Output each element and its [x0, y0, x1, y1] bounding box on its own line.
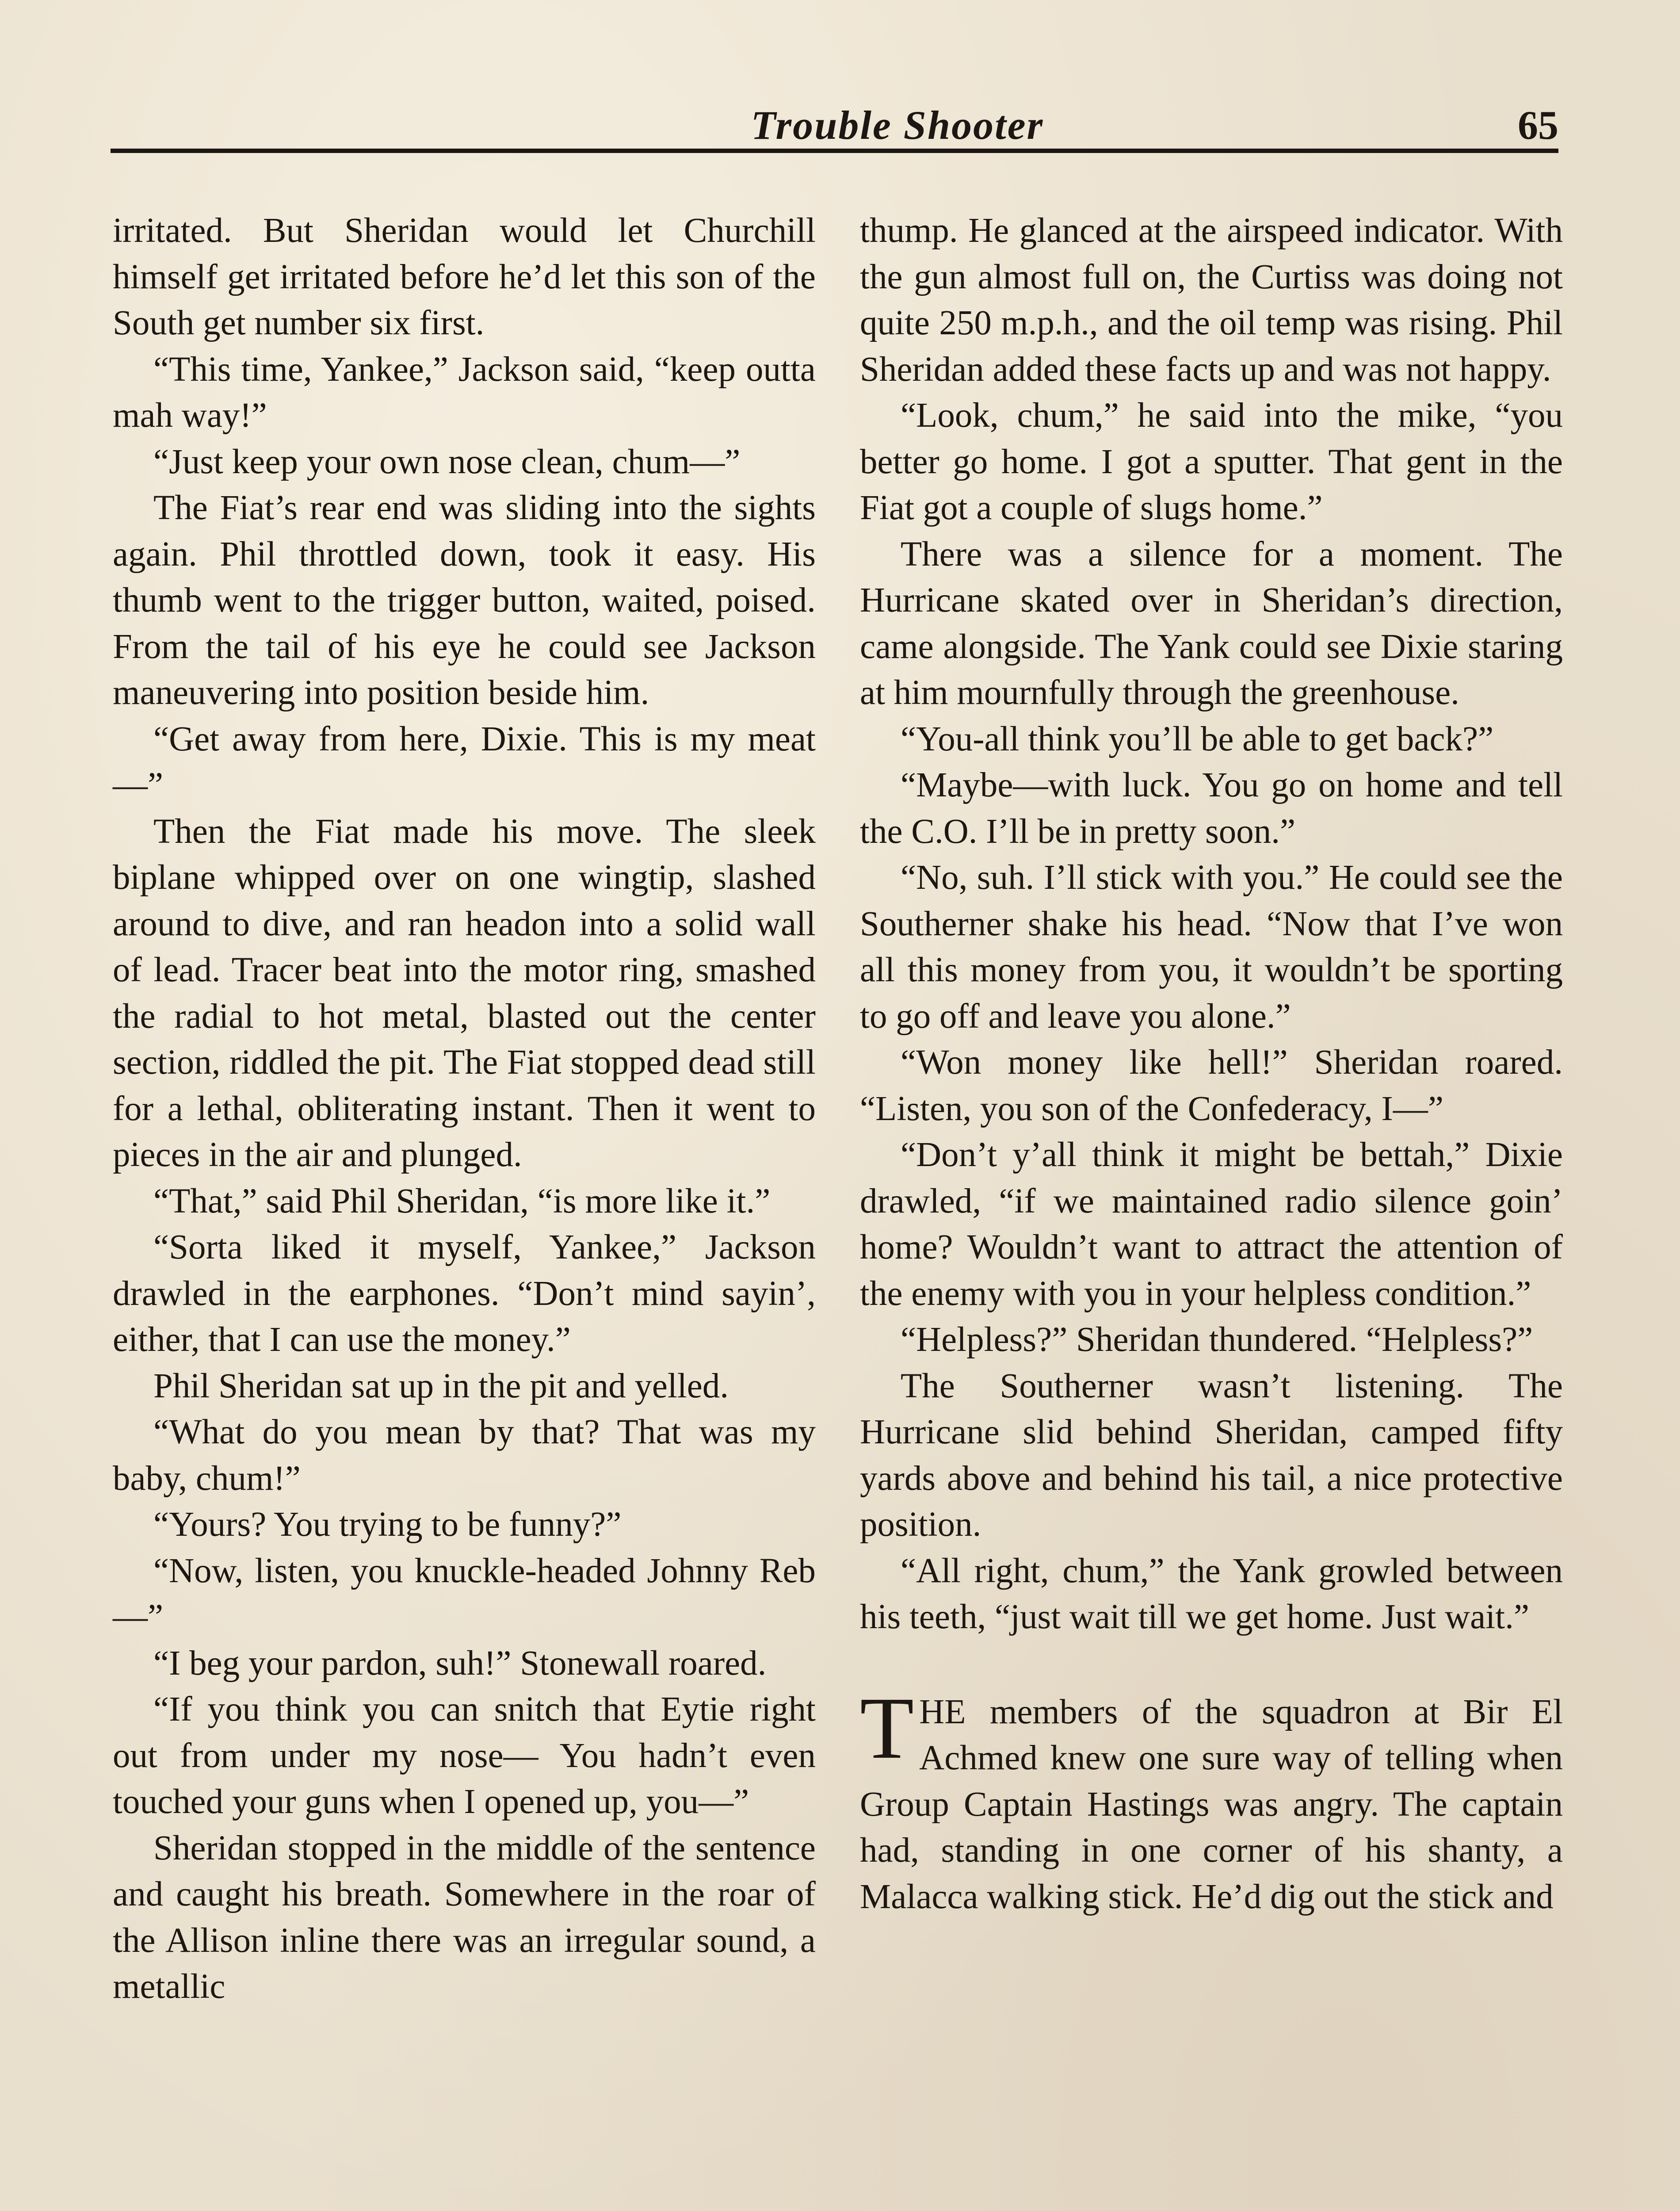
paragraph: “If you think you can snitch that Eytie right out from under my nose— You hadn’t even touched your guns when I opened up, you—”	[113, 1690, 816, 1821]
paragraph: “I beg your pardon, suh!” Stonewall roared.	[153, 1644, 767, 1683]
paragraph: “Yours? You trying to be funny?”	[153, 1505, 622, 1544]
paragraph: “Sorta liked it myself, Yankee,” Jackson drawled in the earphones. “Don’t mind sayin’, either, that I can use the money.”	[113, 1228, 816, 1359]
paragraph: “Won money like hell!” Sheridan roared. “Listen, you son of the Confederacy, I—”	[860, 1043, 1563, 1128]
running-title: Trouble Shooter	[751, 103, 1044, 148]
paragraph: “Just keep your own nose clean, chum—”	[153, 442, 741, 481]
page-header	[111, 101, 1558, 154]
paragraph: “Look, chum,” he said into the mike, “you better go home. I got a sputter. That gent in the Fiat got a couple of slugs home.”	[860, 396, 1563, 527]
paragraph: irritated. But Sheridan would let Churchill himself get irritated before he’d let this son of the South get number six first.	[113, 211, 816, 342]
left-column	[113, 208, 816, 2010]
paragraph: thump. He glanced at the airspeed indicator. With the gun almost full on, the Curtiss was doing not quite 250 m.p.h., and the oil temp was rising. Phil Sheridan added these facts up and was not happy.	[860, 211, 1563, 389]
paragraph: Sheridan stopped in the middle of the sentence and caught his breath. Somewhere in the roar of the Allison inline there was an irregular sound, a metallic	[113, 1828, 816, 2006]
paragraph: “Helpless?” Sheridan thundered. “Helpless?”	[901, 1320, 1533, 1359]
drop-cap: T	[860, 1679, 914, 1777]
paragraph: “That,” said Phil Sheridan, “is more like it.”	[153, 1182, 771, 1220]
paragraph: The Southerner wasn’t listening. The Hurricane slid behind Sheridan, camped fifty yards above and behind his tail, a nice protective position.	[860, 1366, 1563, 1544]
paragraph: “Don’t y’all think it might be bettah,” Dixie drawled, “if we maintained radio silence goin’ home? Wouldn’t want to attract the attention of the enemy with you in your helpless condition.”	[860, 1136, 1563, 1313]
paragraph: “No, suh. I’ll stick with you.” He could see the Southerner shake his head. “Now that I’ve won all this money from you, it wouldn’t be sporting to go off and leave you alone.”	[860, 858, 1563, 1036]
section-start-text: HE members of the squadron at Bir El Achmed knew one sure way of telling when Group Captain Hastings was angry. The captain had, standing in one corner of his shanty, a Malacca walking stick. He’d dig out the stick and	[860, 1692, 1563, 1916]
header-rule	[111, 149, 1558, 153]
paragraph: “All right, chum,” the Yank growled between his teeth, “just wait till we get home. Just wait.”	[860, 1551, 1563, 1636]
paragraph: “Maybe—with luck. You go on home and tell the C.O. I’ll be in pretty soon.”	[860, 766, 1563, 851]
paragraph: “Now, listen, you knuckle-headed Johnny Reb—”	[113, 1551, 816, 1636]
right-column	[860, 208, 1563, 1920]
page-number: 65	[1518, 103, 1558, 148]
paragraph: “This time, Yankee,” Jackson said, “keep outta mah way!”	[113, 350, 816, 435]
paragraph: “You-all think you’ll be able to get back?”	[901, 719, 1494, 758]
section-start-paragraph	[860, 1679, 1563, 1920]
paragraph: “What do you mean by that? That was my baby, chum!”	[113, 1413, 816, 1498]
paragraph: The Fiat’s rear end was sliding into the sights again. Phil throttled down, took it easy. His thumb went to the trigger button, waited, poised. From the tail of his eye he could see Jackson maneuvering into position beside him.	[113, 489, 816, 712]
paragraph: Phil Sheridan sat up in the pit and yelled.	[153, 1366, 729, 1405]
paragraph: Then the Fiat made his move. The sleek biplane whipped over on one wingtip, slashed around to dive, and ran headon into a solid wall of lead. Tracer beat into the motor ring, smashed the radial to hot metal, blasted out the center section, riddled the pit. The Fiat stopped dead still for a lethal, obliterating instant. Then it went to pieces in the air and plunged.	[113, 812, 816, 1174]
paragraph: There was a silence for a moment. The Hurricane skated over in Sheridan’s direction, came alongside. The Yank could see Dixie staring at him mournfully through the greenhouse.	[860, 535, 1563, 712]
paragraph: “Get away from here, Dixie. This is my meat—”	[113, 719, 816, 804]
